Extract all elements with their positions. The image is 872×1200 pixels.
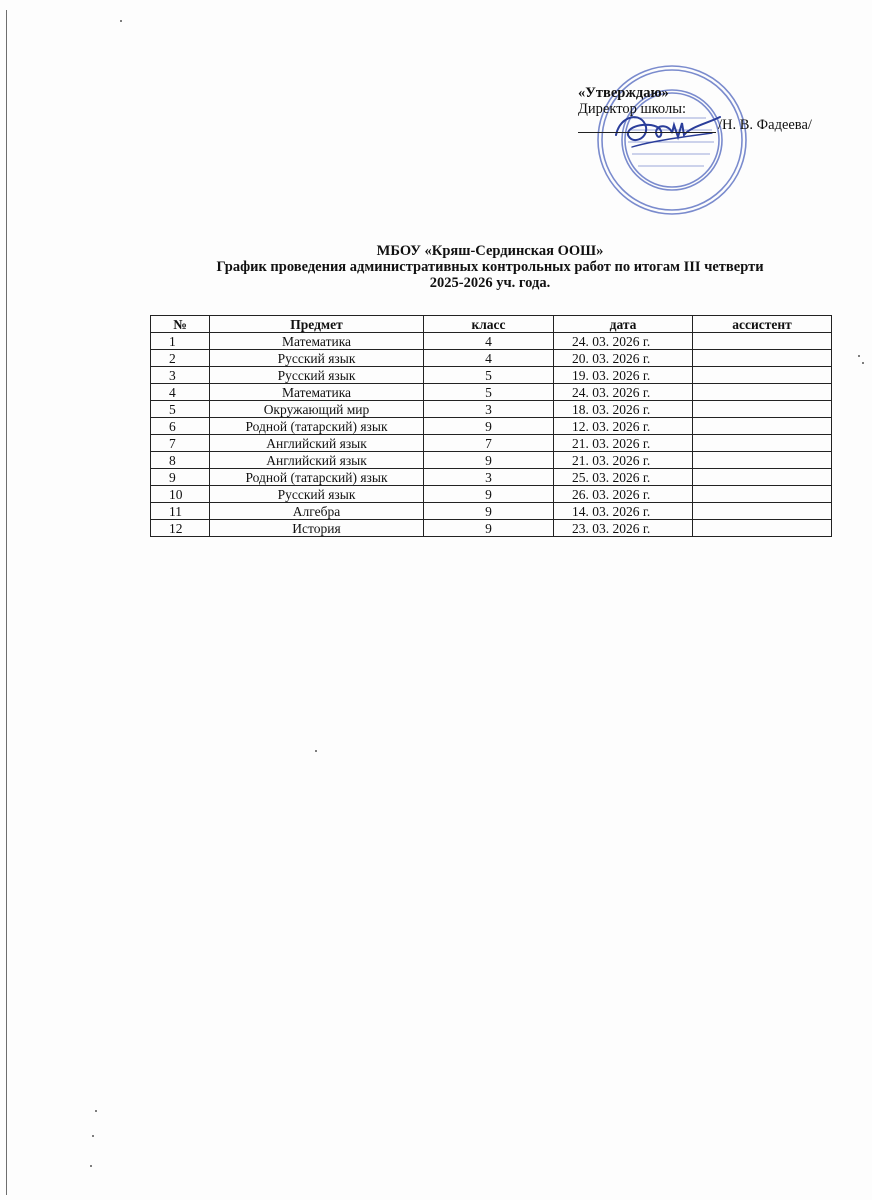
cell-subject: Родной (татарский) язык (210, 418, 424, 435)
table-row (151, 333, 832, 350)
table-row (151, 401, 832, 418)
cell-subject: Окружающий мир (210, 401, 424, 418)
cell-number: 4 (151, 384, 210, 401)
cell-date: 19. 03. 2026 г. (554, 367, 693, 384)
cell-number: 11 (151, 503, 210, 520)
cell-subject: Английский язык (210, 452, 424, 469)
cell-subject: История (210, 520, 424, 537)
cell-subject: Русский язык (210, 350, 424, 367)
cell-class: 9 (424, 503, 554, 520)
cell-class: 3 (424, 401, 554, 418)
cell-date: 14. 03. 2026 г. (554, 503, 693, 520)
cell-assistant (693, 435, 832, 452)
cell-date: 21. 03. 2026 г. (554, 452, 693, 469)
scan-speck (92, 1135, 94, 1137)
cell-assistant (693, 486, 832, 503)
cell-date: 12. 03. 2026 г. (554, 418, 693, 435)
cell-number: 12 (151, 520, 210, 537)
cell-assistant (693, 401, 832, 418)
table-row (151, 503, 832, 520)
header-class: класс (424, 316, 554, 333)
school-name-heading: МБОУ «Кряш-Сердинская ООШ» (376, 243, 604, 259)
cell-class: 9 (424, 418, 554, 435)
header-date: дата (554, 316, 693, 333)
cell-date: 21. 03. 2026 г. (554, 435, 693, 452)
cell-number: 2 (151, 350, 210, 367)
cell-number: 9 (151, 469, 210, 486)
cell-class: 9 (424, 520, 554, 537)
cell-assistant (693, 520, 832, 537)
cell-subject: Английский язык (210, 435, 424, 452)
cell-number: 5 (151, 401, 210, 418)
approval-role: Директор школы: (578, 101, 686, 117)
cell-assistant (693, 333, 832, 350)
scan-speck (858, 355, 860, 357)
cell-class: 4 (424, 350, 554, 367)
director-name: /Н. В. Фадеева/ (718, 117, 812, 133)
cell-number: 7 (151, 435, 210, 452)
cell-subject: Родной (татарский) язык (210, 469, 424, 486)
cell-class: 5 (424, 367, 554, 384)
cell-assistant (693, 452, 832, 469)
scan-speck (315, 750, 317, 752)
cell-class: 9 (424, 452, 554, 469)
cell-date: 24. 03. 2026 г. (554, 384, 693, 401)
cell-number: 3 (151, 367, 210, 384)
cell-subject: Математика (210, 384, 424, 401)
table-row (151, 350, 832, 367)
cell-number: 10 (151, 486, 210, 503)
table-row (151, 384, 832, 401)
cell-assistant (693, 367, 832, 384)
table-row (151, 418, 832, 435)
cell-subject: Русский язык (210, 486, 424, 503)
approval-block (578, 85, 812, 133)
header-subject: Предмет (210, 316, 424, 333)
approval-signature-line (578, 117, 812, 133)
scan-speck (120, 20, 122, 22)
cell-date: 24. 03. 2026 г. (554, 333, 693, 350)
schedule-title: График проведения административных контрольных работ по итогам III четверти (216, 259, 764, 275)
cell-assistant (693, 469, 832, 486)
header-assistant: ассистент (693, 316, 832, 333)
cell-date: 26. 03. 2026 г. (554, 486, 693, 503)
school-year: 2025-2026 уч. года. (429, 275, 551, 291)
table-header-row (151, 316, 832, 333)
cell-assistant (693, 418, 832, 435)
scan-speck (90, 1165, 92, 1167)
cell-subject: Математика (210, 333, 424, 350)
cell-subject: Алгебра (210, 503, 424, 520)
header-number: № (151, 316, 210, 333)
signature-underline (578, 118, 716, 133)
cell-class: 3 (424, 469, 554, 486)
cell-number: 6 (151, 418, 210, 435)
table-row (151, 520, 832, 537)
cell-assistant (693, 384, 832, 401)
cell-class: 5 (424, 384, 554, 401)
cell-date: 23. 03. 2026 г. (554, 520, 693, 537)
cell-class: 7 (424, 435, 554, 452)
scan-speck (95, 1110, 97, 1112)
schedule-table (150, 315, 832, 537)
scan-speck (862, 362, 864, 364)
table-row (151, 469, 832, 486)
approval-title: «Утверждаю» (578, 85, 669, 101)
cell-assistant (693, 503, 832, 520)
page-left-edge (6, 10, 7, 1195)
cell-number: 1 (151, 333, 210, 350)
cell-date: 25. 03. 2026 г. (554, 469, 693, 486)
table-row (151, 452, 832, 469)
cell-class: 4 (424, 333, 554, 350)
cell-assistant (693, 350, 832, 367)
cell-subject: Русский язык (210, 367, 424, 384)
cell-date: 20. 03. 2026 г. (554, 350, 693, 367)
cell-number: 8 (151, 452, 210, 469)
table-row (151, 486, 832, 503)
cell-date: 18. 03. 2026 г. (554, 401, 693, 418)
table-row (151, 367, 832, 384)
table-row (151, 435, 832, 452)
cell-class: 9 (424, 486, 554, 503)
